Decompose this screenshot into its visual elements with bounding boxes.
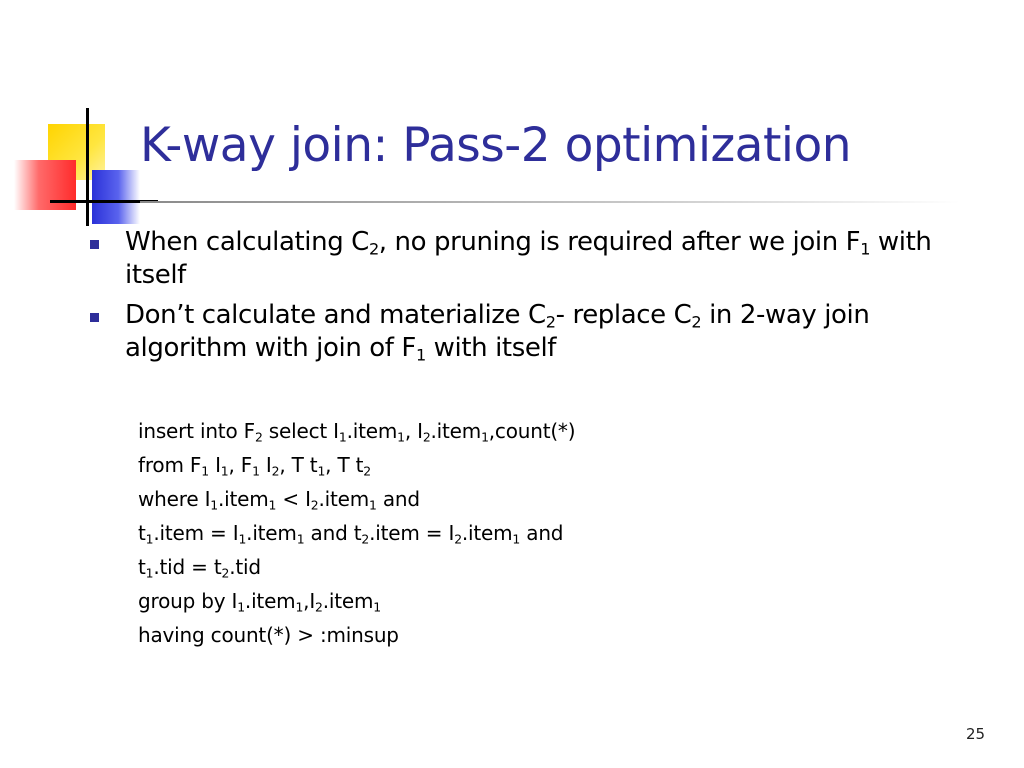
subscript: 2 [361,531,370,547]
subscript: 2 [422,429,431,445]
sql-code-block [138,414,575,652]
subscript: 1 [481,429,489,445]
bullet-list [90,226,990,372]
code-line: where $I_1.item_1$ < $I_2.item_1$ and [138,487,420,513]
subscript: 1 [369,497,377,513]
square-bullet-icon [90,240,99,249]
subscript: 2 [363,463,371,479]
subscript: 2 [545,312,556,332]
logo-vertical-line [86,108,89,226]
slide-logo-decoration [0,0,140,240]
subscript: 1 [317,463,326,479]
subscript: 1 [338,429,347,445]
subscript: 2 [254,429,263,445]
title-underline-rule [140,201,960,203]
subscript: 1 [237,599,245,615]
square-bullet-icon [90,313,99,322]
subscript: 1 [145,531,154,547]
subscript: 2 [315,599,323,615]
code-line: having count(*) > :minsup [138,623,399,647]
page-number: 25 [966,725,986,743]
subscript: 2 [271,463,280,479]
subscript: 1 [512,531,521,547]
subscript: 1 [397,429,405,445]
subscript: 1 [201,463,209,479]
logo-blue-square [92,170,140,224]
subscript: 2 [691,312,702,332]
code-line: $t_1.tid = t_2.tid$ [138,555,261,581]
subscript: 1 [220,463,229,479]
code-line: group by $I_1.item_1,I_2.item_1$ [138,589,381,615]
subscript: 1 [860,239,871,259]
subscript: 2 [310,497,319,513]
subscript: 1 [373,599,381,615]
subscript: 1 [268,497,277,513]
subscript: 1 [295,599,304,615]
code-line: from $F_1$ $I_1$, $F_1$ $I_2$, T $t_1$, T $t_2$ [138,453,371,479]
subscript: 1 [415,345,426,365]
code-line: insert into $F_2$ select $I_1.item_1$, $I_2.item_1,count(*)$ [138,419,576,445]
subscript: 2 [454,531,462,547]
bullet-item [90,299,990,365]
bullet-text: Don’t calculate and materialize $C_2-$ replace $C_2$ in 2-way join algorithm with join of $F_1$ with itself [125,300,870,365]
subscript: 2 [221,565,230,581]
subscript: 2 [368,239,379,259]
subscript: 1 [252,463,260,479]
subscript: 1 [210,497,218,513]
code-line: $t_1.item$ = $I_1.item_1$ and $t_2.item$ = $I_2.item_1$ and [138,521,564,547]
bullet-text: When calculating $C_2$, no pruning is required after we join $F_1$ with itself [125,227,932,290]
slide-title: K-way join: Pass-2 optimization [140,118,852,173]
subscript: 1 [296,531,305,547]
bullet-item [90,226,990,292]
subscript: 1 [238,531,247,547]
subscript: 1 [145,565,154,581]
